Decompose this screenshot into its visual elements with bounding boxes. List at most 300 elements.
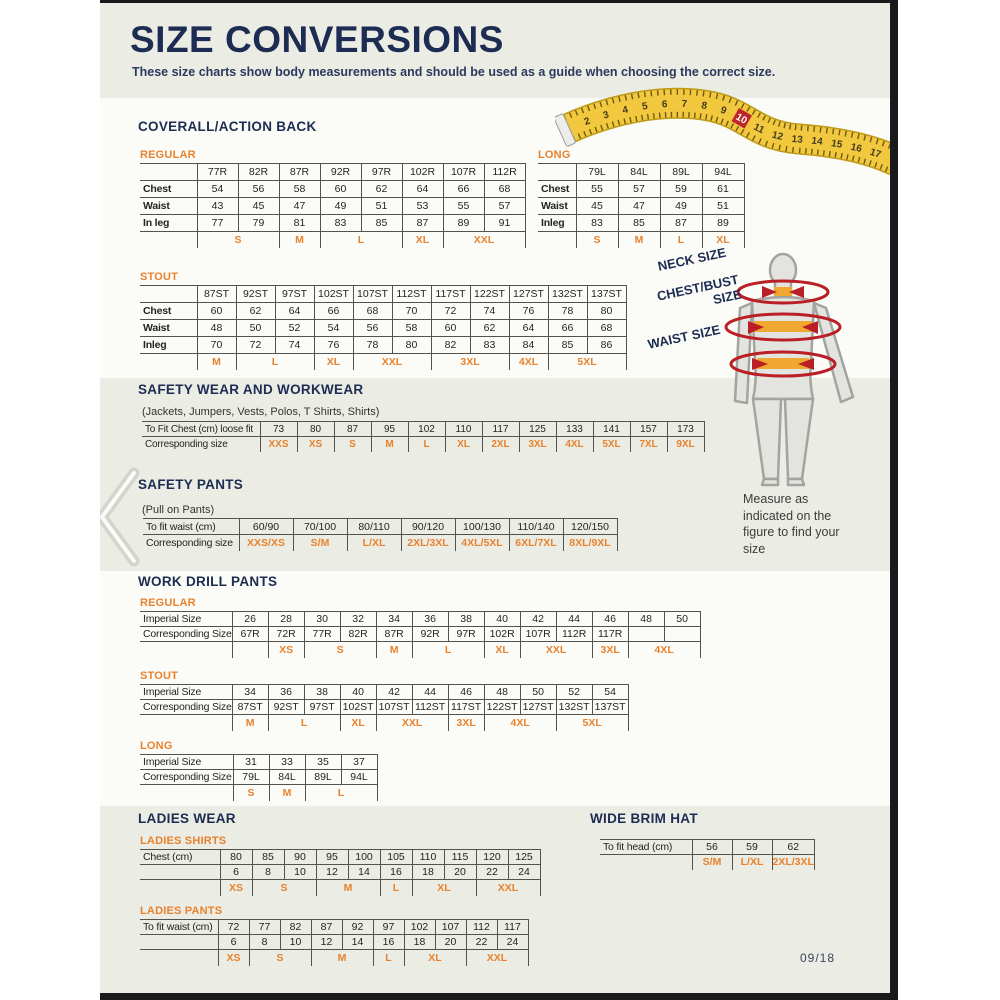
cell: 92 xyxy=(342,920,373,935)
size-row xyxy=(140,642,700,658)
size-row xyxy=(538,232,744,248)
cell: 4XL xyxy=(509,354,548,370)
cell: L xyxy=(236,354,314,370)
cell: 125 xyxy=(519,422,556,437)
svg-text:11: 11 xyxy=(751,121,766,137)
cell: 100/130 xyxy=(455,519,509,535)
page-title: SIZE CONVERSIONS xyxy=(130,19,504,60)
cell: 54 xyxy=(592,685,628,700)
table-row xyxy=(140,215,525,232)
cell: 44 xyxy=(556,612,592,627)
cell: 107ST xyxy=(353,286,392,303)
cell: 92ST xyxy=(236,286,275,303)
cell: XXS/XS xyxy=(239,535,293,551)
cell: L/XL xyxy=(347,535,401,551)
cell: XL xyxy=(484,642,520,658)
cell: 89L xyxy=(660,164,702,181)
cell: 38 xyxy=(448,612,484,627)
cell: 125 xyxy=(508,850,540,865)
cell: 24 xyxy=(497,935,528,950)
cell: 82 xyxy=(280,920,311,935)
coverall_regular-label: REGULAR xyxy=(140,149,196,161)
cell: 81 xyxy=(279,215,320,232)
cell: 90 xyxy=(284,850,316,865)
cell: 84 xyxy=(509,337,548,354)
neck-measure-band xyxy=(774,287,792,296)
cell: 4XL xyxy=(628,642,700,658)
figure-right-leg xyxy=(785,399,813,479)
cell: 62 xyxy=(772,840,814,855)
svg-text:3: 3 xyxy=(601,109,611,122)
cell: XXL xyxy=(520,642,592,658)
table-row xyxy=(140,920,528,935)
cell: 35 xyxy=(305,755,341,770)
cell: 102R xyxy=(402,164,443,181)
cell: 47 xyxy=(618,198,660,215)
cell: 56 xyxy=(238,181,279,198)
cell: 22 xyxy=(466,935,497,950)
cell: XL xyxy=(402,232,443,248)
cell: 87ST xyxy=(232,700,268,715)
ladies-wear-heading: LADIES WEAR xyxy=(138,811,236,826)
cell xyxy=(628,627,664,642)
cell: 80 xyxy=(220,850,252,865)
cell: 120 xyxy=(476,850,508,865)
row-label: Imperial Size xyxy=(140,685,232,700)
cell: 110 xyxy=(412,850,444,865)
cell: S xyxy=(304,642,376,658)
size-row xyxy=(140,785,377,801)
cell: 87R xyxy=(279,164,320,181)
cell: 55 xyxy=(576,181,618,198)
cell: 30 xyxy=(304,612,340,627)
cell: 9XL xyxy=(667,437,704,452)
ladies_pants-label: LADIES PANTS xyxy=(140,905,223,917)
cell: 72 xyxy=(218,920,249,935)
cell: 59 xyxy=(660,181,702,198)
cell: 87ST xyxy=(197,286,236,303)
cell: 7XL xyxy=(630,437,667,452)
waist-size-label: WAIST SIZE xyxy=(646,321,722,352)
cell: 68 xyxy=(484,181,525,198)
cell: 94L xyxy=(702,164,744,181)
cell xyxy=(538,232,576,248)
cell: 107R xyxy=(520,627,556,642)
cell: 3XL xyxy=(519,437,556,452)
row-label xyxy=(140,286,197,303)
cell: 62 xyxy=(236,303,275,320)
cell: M xyxy=(618,232,660,248)
revision-date: 09/18 xyxy=(800,951,836,965)
cell: M xyxy=(376,642,412,658)
cell xyxy=(140,232,197,248)
figure-torso xyxy=(752,297,814,399)
cell: 5XL xyxy=(548,354,626,370)
cell: 49 xyxy=(320,198,361,215)
cell: 85 xyxy=(361,215,402,232)
row-label: Corresponding Size xyxy=(140,627,232,642)
cell: 8XL/9XL xyxy=(563,535,617,551)
drill_long-label: LONG xyxy=(140,740,173,752)
cell: 127ST xyxy=(509,286,548,303)
cell: 46 xyxy=(592,612,628,627)
row-label: Corresponding Size xyxy=(140,700,232,715)
coverall_long-label: LONG xyxy=(538,149,571,161)
cell: 45 xyxy=(576,198,618,215)
row-label: In leg xyxy=(140,215,197,232)
cell: 97R xyxy=(448,627,484,642)
cell: 36 xyxy=(268,685,304,700)
figure-left-foot xyxy=(762,479,778,485)
cell: 68 xyxy=(353,303,392,320)
cell: 28 xyxy=(268,612,304,627)
neck-size-label: NECK SIZE xyxy=(656,244,728,274)
row-label: Imperial Size xyxy=(140,612,232,627)
cell: 61 xyxy=(702,181,744,198)
table-row xyxy=(142,437,704,452)
cell: 60 xyxy=(197,303,236,320)
cell: XS xyxy=(268,642,304,658)
cell: 60 xyxy=(320,181,361,198)
cell: 107R xyxy=(443,164,484,181)
ladies_shirts-table xyxy=(140,849,541,896)
cell: 66 xyxy=(314,303,353,320)
cell: 173 xyxy=(667,422,704,437)
row-label: Chest xyxy=(140,303,197,320)
cell: 2XL xyxy=(482,437,519,452)
row-label xyxy=(140,164,197,181)
work-drill-heading: WORK DRILL PANTS xyxy=(138,574,278,589)
row-label: To fit waist (cm) xyxy=(143,519,239,535)
cell: M xyxy=(279,232,320,248)
cell: 46 xyxy=(448,685,484,700)
cell: 87 xyxy=(660,215,702,232)
cell: 57 xyxy=(618,181,660,198)
cell: XS xyxy=(220,880,252,896)
cell: 80/110 xyxy=(347,519,401,535)
cell: 141 xyxy=(593,422,630,437)
cell: 52 xyxy=(556,685,592,700)
cell: 87R xyxy=(376,627,412,642)
cell: S xyxy=(252,880,316,896)
svg-text:12: 12 xyxy=(770,129,785,144)
cell: 14 xyxy=(348,865,380,880)
cell: 89 xyxy=(702,215,744,232)
cell: 77R xyxy=(304,627,340,642)
svg-text:15: 15 xyxy=(830,138,844,151)
cell: 137ST xyxy=(592,700,628,715)
cell: 120/150 xyxy=(563,519,617,535)
svg-text:5: 5 xyxy=(641,100,649,113)
cell: 3XL xyxy=(431,354,509,370)
cell: 157 xyxy=(630,422,667,437)
cell: 8 xyxy=(249,935,280,950)
svg-text:16: 16 xyxy=(849,141,863,156)
cell: 112 xyxy=(466,920,497,935)
size-row xyxy=(140,354,626,370)
size-row xyxy=(140,232,525,248)
cell: 112R xyxy=(484,164,525,181)
table-row xyxy=(538,198,744,215)
coverall_stout-table xyxy=(140,285,627,370)
cell: 87 xyxy=(311,920,342,935)
cell: 42 xyxy=(376,685,412,700)
cell: 3XL xyxy=(592,642,628,658)
table-row xyxy=(142,422,704,437)
table-row xyxy=(140,164,525,181)
svg-text:14: 14 xyxy=(810,135,824,148)
cell: 92ST xyxy=(268,700,304,715)
cell: 74 xyxy=(275,337,314,354)
cell: 45 xyxy=(238,198,279,215)
cell: 53 xyxy=(402,198,443,215)
cell: 115 xyxy=(444,850,476,865)
cell: 12 xyxy=(316,865,348,880)
cell: 83 xyxy=(470,337,509,354)
document-page xyxy=(100,0,898,1000)
svg-text:10: 10 xyxy=(733,111,749,127)
table-row xyxy=(140,865,540,880)
table-row xyxy=(140,935,528,950)
cell: 64 xyxy=(275,303,314,320)
table-row xyxy=(538,215,744,232)
cell: 117R xyxy=(592,627,628,642)
cell: 36 xyxy=(412,612,448,627)
cell: 94L xyxy=(341,770,377,785)
cell: 32 xyxy=(340,612,376,627)
cell: 31 xyxy=(233,755,269,770)
cell: 84L xyxy=(618,164,660,181)
drill_stout-table xyxy=(140,684,629,731)
cell: XXL xyxy=(476,880,540,896)
ladies_pants-table xyxy=(140,919,529,966)
cell: 47 xyxy=(279,198,320,215)
cell: 95 xyxy=(316,850,348,865)
cell: L xyxy=(305,785,377,801)
cell: M xyxy=(311,950,373,966)
cell: 85 xyxy=(618,215,660,232)
ladies_shirts-label: LADIES SHIRTS xyxy=(140,835,227,847)
cell: 80 xyxy=(587,303,626,320)
cell xyxy=(140,642,232,658)
svg-text:6: 6 xyxy=(661,99,668,111)
cell: S xyxy=(249,950,311,966)
figure-left-leg xyxy=(753,399,781,479)
table-row xyxy=(143,519,617,535)
cell: M xyxy=(232,715,268,731)
cell: 107ST xyxy=(376,700,412,715)
cell: 48 xyxy=(484,685,520,700)
cell: 85 xyxy=(548,337,587,354)
cell: 66 xyxy=(548,320,587,337)
cell: 97ST xyxy=(275,286,314,303)
cell: 4XL xyxy=(556,437,593,452)
cell: XXL xyxy=(353,354,431,370)
cell: 56 xyxy=(353,320,392,337)
cell: M xyxy=(316,880,380,896)
cell: 5XL xyxy=(593,437,630,452)
cell: 43 xyxy=(197,198,238,215)
cell: 91 xyxy=(484,215,525,232)
cell: 87 xyxy=(334,422,371,437)
cell: 97 xyxy=(373,920,404,935)
cell: 82R xyxy=(340,627,376,642)
row-label: Chest (cm) xyxy=(140,850,220,865)
cell xyxy=(140,715,232,731)
cell: XXL xyxy=(376,715,448,731)
table-row xyxy=(600,855,814,870)
cell: 77 xyxy=(197,215,238,232)
cell: S xyxy=(197,232,279,248)
cell: L xyxy=(408,437,445,452)
coverall-heading: COVERALL/ACTION BACK xyxy=(138,119,317,134)
cell: 70 xyxy=(392,303,431,320)
cell: S xyxy=(334,437,371,452)
row-label: Corresponding Size xyxy=(140,770,233,785)
cell: 37 xyxy=(341,755,377,770)
cell: 102ST xyxy=(314,286,353,303)
cell: 64 xyxy=(402,181,443,198)
cell: 3XL xyxy=(448,715,484,731)
cell: M xyxy=(371,437,408,452)
cell: 132ST xyxy=(548,286,587,303)
row-label xyxy=(140,935,218,950)
hat-table xyxy=(600,839,815,870)
row-label: Chest xyxy=(140,181,197,198)
table-row xyxy=(140,700,628,715)
cell: 40 xyxy=(340,685,376,700)
size-row xyxy=(140,880,540,896)
cell: 97ST xyxy=(304,700,340,715)
safety_wear-table xyxy=(142,421,705,452)
row-label: Inleg xyxy=(538,215,576,232)
cell: 90/120 xyxy=(401,519,455,535)
cell: 83 xyxy=(576,215,618,232)
cell: 79L xyxy=(233,770,269,785)
cell: 79 xyxy=(238,215,279,232)
cell: 92R xyxy=(412,627,448,642)
cell: 50 xyxy=(236,320,275,337)
cell: 62 xyxy=(470,320,509,337)
chevron-left-icon xyxy=(100,465,142,569)
row-label: Waist xyxy=(538,198,576,215)
cell: XXL xyxy=(466,950,528,966)
size-row xyxy=(140,715,628,731)
chest-measure-band xyxy=(754,321,812,332)
cell: 70 xyxy=(197,337,236,354)
cell: 68 xyxy=(587,320,626,337)
cell: 18 xyxy=(412,865,444,880)
cell: 14 xyxy=(342,935,373,950)
row-label: To fit head (cm) xyxy=(600,840,692,855)
table-row xyxy=(538,181,744,198)
drill_stout-label: STOUT xyxy=(140,670,179,682)
cell: 117 xyxy=(482,422,519,437)
cell: 51 xyxy=(361,198,402,215)
cell: 107 xyxy=(435,920,466,935)
cell: 76 xyxy=(314,337,353,354)
cell: 80 xyxy=(392,337,431,354)
row-label: Imperial Size xyxy=(140,755,233,770)
cell: 76 xyxy=(509,303,548,320)
svg-text:7: 7 xyxy=(681,98,688,111)
cell: 137ST xyxy=(587,286,626,303)
row-label: To Fit Chest (cm) loose fit xyxy=(142,422,260,437)
cell: 33 xyxy=(269,755,305,770)
cell: 133 xyxy=(556,422,593,437)
cell: 58 xyxy=(392,320,431,337)
figure-caption: Measure as indicated on the figure to find your size xyxy=(743,492,840,556)
cell: 85 xyxy=(252,850,284,865)
table-row xyxy=(143,535,617,551)
cell: 5XL xyxy=(556,715,628,731)
table-row xyxy=(140,770,377,785)
cell: XS xyxy=(218,950,249,966)
table-row xyxy=(600,840,814,855)
cell: 112ST xyxy=(392,286,431,303)
table-row xyxy=(140,685,628,700)
cell: 10 xyxy=(284,865,316,880)
cell: S/M xyxy=(293,535,347,551)
cell: M xyxy=(269,785,305,801)
cell: 102R xyxy=(484,627,520,642)
figure-right-foot xyxy=(788,479,804,485)
cell: 77 xyxy=(249,920,280,935)
table-row xyxy=(538,164,744,181)
cell: 22 xyxy=(476,865,508,880)
cell: 72 xyxy=(431,303,470,320)
cell: L xyxy=(412,642,484,658)
cell: 110/140 xyxy=(509,519,563,535)
cell: 6XL/7XL xyxy=(509,535,563,551)
coverall_regular-table xyxy=(140,163,526,248)
cell xyxy=(140,354,197,370)
safety-wear-note: (Jackets, Jumpers, Vests, Polos, T Shirts, Shirts) xyxy=(142,406,380,418)
cell: 97R xyxy=(361,164,402,181)
cell: 55 xyxy=(443,198,484,215)
cell: 38 xyxy=(304,685,340,700)
cell xyxy=(140,880,220,896)
cell: 52 xyxy=(275,320,314,337)
table-row xyxy=(140,627,700,642)
cell: 72 xyxy=(236,337,275,354)
cell: 64 xyxy=(509,320,548,337)
svg-text:2: 2 xyxy=(582,115,592,128)
cell: 102 xyxy=(408,422,445,437)
cell xyxy=(664,627,700,642)
cell: S xyxy=(576,232,618,248)
cell: 102ST xyxy=(340,700,376,715)
cell: 34 xyxy=(376,612,412,627)
table-row xyxy=(140,850,540,865)
svg-text:8: 8 xyxy=(700,100,708,113)
cell: 112R xyxy=(556,627,592,642)
cell: XXS xyxy=(260,437,297,452)
cell: 6 xyxy=(218,935,249,950)
row-label: Corresponding size xyxy=(142,437,260,452)
size-row xyxy=(140,950,528,966)
cell: 54 xyxy=(314,320,353,337)
cell: L xyxy=(660,232,702,248)
cell: 50 xyxy=(664,612,700,627)
cell: 8 xyxy=(252,865,284,880)
row-label: Inleg xyxy=(140,337,197,354)
cell: 54 xyxy=(197,181,238,198)
row-label xyxy=(140,865,220,880)
cell: 20 xyxy=(435,935,466,950)
cell: 70/100 xyxy=(293,519,347,535)
svg-text:4: 4 xyxy=(621,104,630,117)
